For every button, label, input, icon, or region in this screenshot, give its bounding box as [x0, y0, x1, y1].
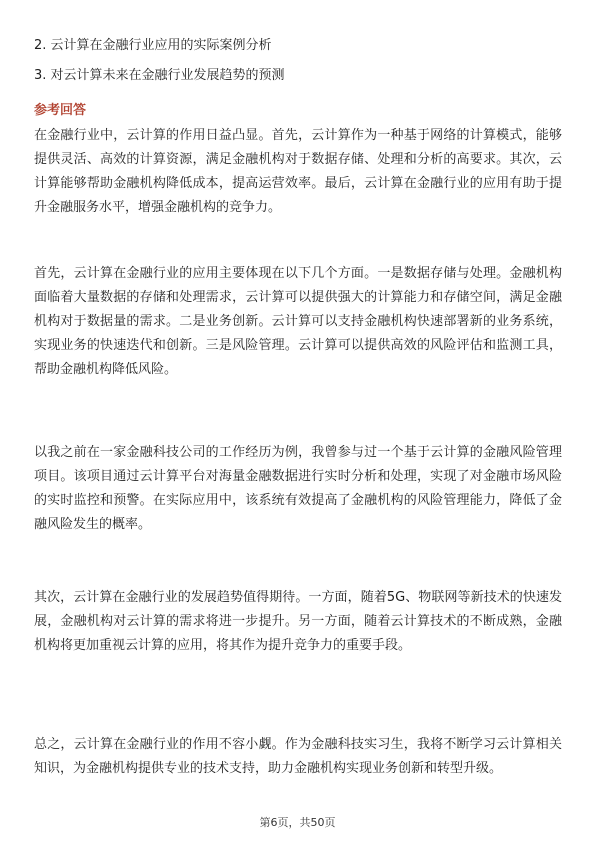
- answer-paragraph: 在金融行业中，云计算的作用日益凸显。首先，云计算作为一种基于网络的计算模式，能够提供灵活、高效的计算资源，满足金融机构对于数据存储、处理和分析的高要求。其次，云计算能够帮助金融机构降低成本，提高运营效率。最后，云计算在金融行业的应用有助于提升金融服务水平，增强金融机构的竞争力。: [34, 128, 562, 215]
- answer-heading: 参考回答: [34, 103, 87, 118]
- page-number-footer: 第6页，共50页: [259, 816, 336, 829]
- question-item-2: 2. 云计算在金融行业应用的实际案例分析: [34, 38, 272, 53]
- answer-paragraph: 其次，云计算在金融行业的发展趋势值得期待。一方面，随着5G、物联网等新技术的快速发展，金融机构对云计算的需求将进一步提升。另一方面，随着云计算技术的不断成熟，金融机构将更加重视云计算的应用，将其作为提升竞争力的重要手段。: [34, 590, 562, 653]
- answer-paragraph: 总之，云计算在金融行业的作用不容小觑。作为金融科技实习生，我将不断学习云计算相关知识，为金融机构提供专业的技术支持，助力金融机构实现业务创新和转型升级。: [34, 737, 562, 776]
- answer-paragraph: 首先，云计算在金融行业的应用主要体现在以下几个方面。一是数据存储与处理。金融机构面临着大量数据的存储和处理需求，云计算可以提供强大的计算能力和存储空间，满足金融机构对于数据量的需求。二是业务创新。云计算可以支持金融机构快速部署新的业务系统，实现业务的快速迭代和创新。三是风险管理。云计算可以提供高效的风险评估和监测工具，帮助金融机构降低风险。: [34, 266, 562, 377]
- answer-paragraph: 以我之前在一家金融科技公司的工作经历为例，我曾参与过一个基于云计算的金融风险管理项目。该项目通过云计算平台对海量金融数据进行实时分析和处理，实现了对金融市场风险的实时监控和预警。在实际应用中，该系统有效提高了金融机构的风险管理能力，降低了金融风险发生的概率。: [34, 445, 562, 532]
- question-item-3: 3. 对云计算未来在金融行业发展趋势的预测: [34, 68, 285, 83]
